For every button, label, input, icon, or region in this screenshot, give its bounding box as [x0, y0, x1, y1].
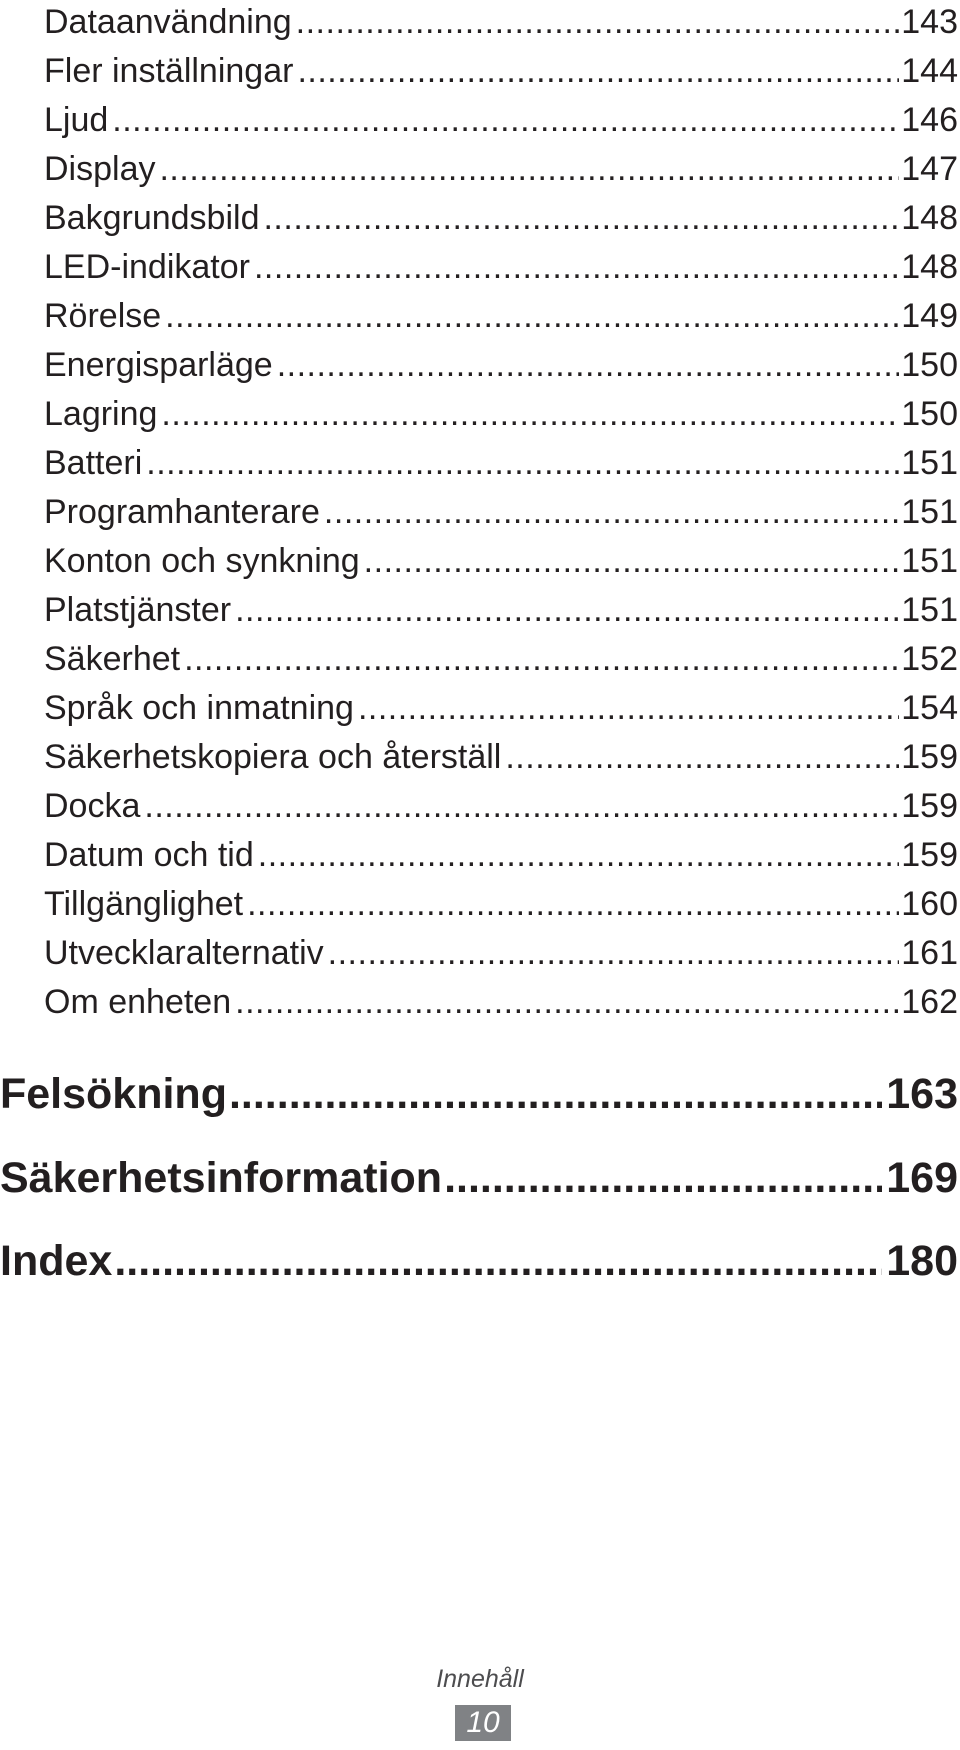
dot-leader — [297, 51, 899, 91]
toc-entry-page: 152 — [901, 640, 958, 678]
toc-entry[interactable] — [44, 51, 958, 91]
toc-entry-page: 146 — [901, 101, 958, 139]
toc-entry[interactable] — [44, 345, 958, 385]
dot-leader — [159, 149, 899, 189]
dot-leader — [358, 688, 899, 728]
toc-entry[interactable] — [44, 933, 958, 973]
toc-entry[interactable] — [44, 2, 958, 42]
toc-entry-page: 148 — [901, 199, 958, 237]
dot-leader — [146, 443, 899, 483]
dot-leader — [235, 982, 899, 1022]
toc-entry-page: 143 — [901, 3, 958, 41]
toc-chapter-title: Index — [0, 1237, 113, 1285]
toc-entry[interactable] — [44, 492, 958, 532]
toc-entry[interactable] — [44, 443, 958, 483]
toc-entry[interactable] — [44, 296, 958, 336]
dot-leader — [112, 100, 899, 140]
toc-entry-title: Säkerhetskopiera och återställ — [44, 738, 502, 776]
toc-entry-title: Datum och tid — [44, 836, 254, 874]
footer-section-title: Innehåll — [436, 1665, 524, 1693]
page-number: 10 — [455, 1705, 511, 1741]
toc-entry-title: Tillgänglighet — [44, 885, 244, 923]
toc-entry-page: 162 — [901, 983, 958, 1021]
toc-entry-page: 147 — [901, 150, 958, 188]
toc-entry-title: Rörelse — [44, 297, 162, 335]
toc-entry-title: Språk och inmatning — [44, 689, 354, 727]
toc-entry[interactable] — [44, 149, 958, 189]
dot-leader — [364, 541, 900, 581]
toc-entry[interactable] — [44, 835, 958, 875]
toc-entry[interactable] — [44, 541, 958, 581]
toc-entry-page: 149 — [901, 297, 958, 335]
toc-chapter-page: 180 — [886, 1237, 958, 1285]
dot-leader — [505, 737, 899, 777]
toc-entry[interactable] — [44, 247, 958, 287]
toc-entry[interactable] — [44, 737, 958, 777]
dot-leader — [184, 639, 899, 679]
toc-entry[interactable] — [44, 884, 958, 924]
toc-entry[interactable] — [44, 394, 958, 434]
dot-leader — [328, 933, 900, 973]
toc-entry-page: 151 — [901, 444, 958, 482]
toc-entry-title: Om enheten — [44, 983, 232, 1021]
toc-chapter[interactable] — [0, 1234, 958, 1288]
dot-leader — [254, 247, 899, 287]
toc-entry-page: 159 — [901, 787, 958, 825]
toc-chapter[interactable] — [0, 1067, 958, 1121]
toc-entry-page: 154 — [901, 689, 958, 727]
toc-chapter-page: 169 — [886, 1154, 958, 1202]
toc-chapter[interactable] — [0, 1151, 958, 1205]
toc-entry-title: Energisparläge — [44, 346, 273, 384]
toc-entry-page: 151 — [901, 493, 958, 531]
dot-leader — [263, 198, 899, 238]
toc-entry-page: 148 — [901, 248, 958, 286]
toc-entry-title: Dataanvändning — [44, 3, 292, 41]
dot-leader — [161, 394, 899, 434]
toc-entry-page: 150 — [901, 346, 958, 384]
toc-entry[interactable] — [44, 786, 958, 826]
dot-leader — [114, 1234, 882, 1288]
dot-leader — [277, 345, 900, 385]
toc-chapter-title: Felsökning — [0, 1070, 227, 1118]
toc-entry-title: Fler inställningar — [44, 52, 294, 90]
dot-leader — [235, 590, 899, 630]
toc-entry-page: 144 — [901, 52, 958, 90]
toc-entry-page: 151 — [901, 591, 958, 629]
toc-entry-page: 160 — [901, 885, 958, 923]
toc-entry[interactable] — [44, 639, 958, 679]
dot-leader — [144, 786, 899, 826]
toc-entry-page: 159 — [901, 738, 958, 776]
toc-chapter-page: 163 — [886, 1070, 958, 1118]
toc-entry-page: 151 — [901, 542, 958, 580]
toc-entry-page: 150 — [901, 395, 958, 433]
toc-entry-title: Konton och synkning — [44, 542, 360, 580]
toc-entry[interactable] — [44, 198, 958, 238]
toc-chapter-title: Säkerhetsinformation — [0, 1154, 443, 1202]
toc-entry[interactable] — [44, 982, 958, 1022]
dot-leader — [165, 296, 899, 336]
toc-entry-title: Batteri — [44, 444, 143, 482]
toc-entry-page: 161 — [901, 934, 958, 972]
toc-entry-title: Display — [44, 150, 156, 188]
toc-entry-page: 159 — [901, 836, 958, 874]
toc-entry-title: Docka — [44, 787, 141, 825]
toc-entry-title: Bakgrundsbild — [44, 199, 260, 237]
toc-entry-title: Ljud — [44, 101, 109, 139]
dot-leader — [258, 835, 900, 875]
dot-leader — [296, 2, 900, 42]
toc-entry[interactable] — [44, 100, 958, 140]
toc-entry-title: Utvecklaralternativ — [44, 934, 324, 972]
dot-leader — [444, 1151, 882, 1205]
toc-entry-title: Programhanterare — [44, 493, 320, 531]
toc-entry-title: Lagring — [44, 395, 158, 433]
dot-leader — [229, 1067, 882, 1121]
toc-entry[interactable] — [44, 590, 958, 630]
toc-entry-title: Säkerhet — [44, 640, 181, 678]
dot-leader — [247, 884, 899, 924]
toc-entry[interactable] — [44, 688, 958, 728]
dot-leader — [324, 492, 899, 532]
toc-entry-title: Platstjänster — [44, 591, 232, 629]
toc-entry-title: LED-indikator — [44, 248, 250, 286]
